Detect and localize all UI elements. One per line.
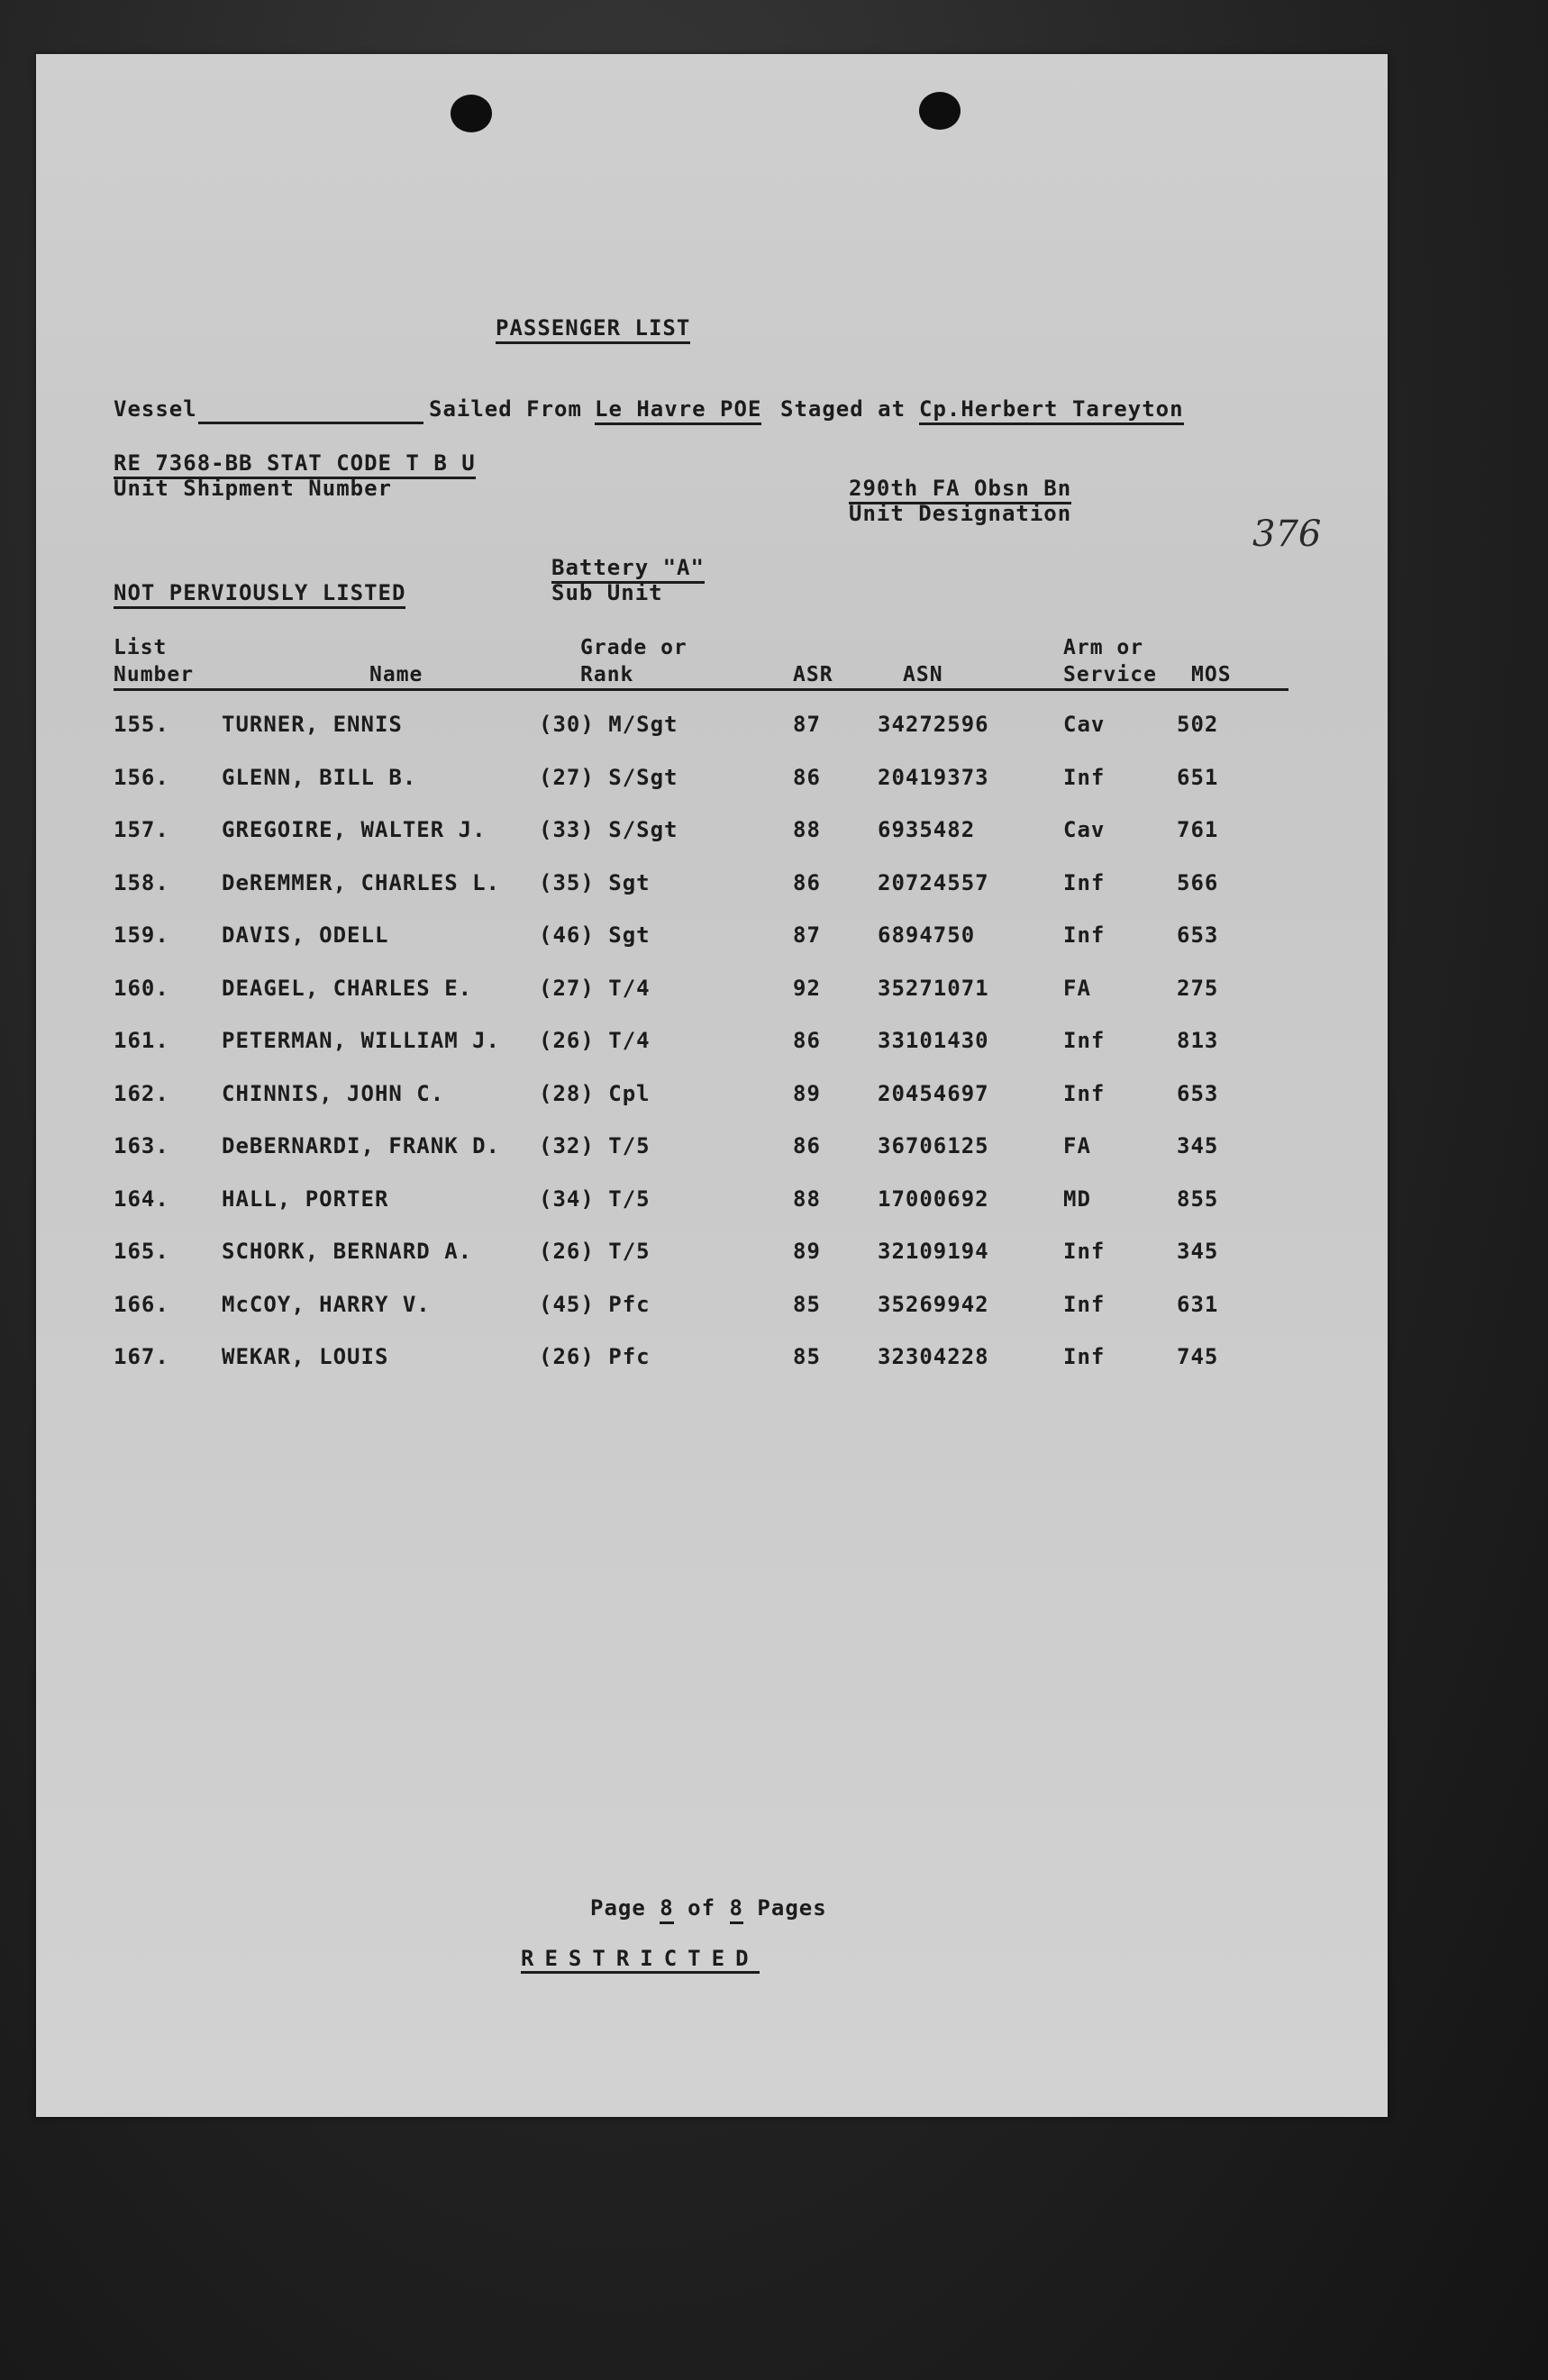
arm-cell: Inf: [1063, 764, 1106, 790]
vessel-label: Vessel: [114, 396, 197, 422]
arm-cell: Inf: [1063, 869, 1106, 895]
header-asn: ASN: [903, 663, 943, 686]
header-arm: Arm or Service: [1063, 636, 1157, 686]
asr-cell: 88: [793, 1185, 821, 1212]
asn-cell: 20454697: [878, 1080, 989, 1106]
name-cell: SCHORK, BERNARD A.: [222, 1239, 473, 1264]
table-row: [36, 1292, 1388, 1328]
table-row: [36, 976, 1388, 1012]
mos-cell: 345: [1177, 1239, 1219, 1264]
page-indicator: Page 8 of 8 Pages: [590, 1895, 827, 1921]
mos-cell: 566: [1177, 869, 1219, 895]
arm-cell: FA: [1063, 1133, 1091, 1158]
name-cell: TURNER, ENNIS: [222, 712, 403, 737]
grade-cell: (32) T/5: [539, 1133, 651, 1158]
grade-cell: (35) Sgt: [539, 869, 651, 895]
arm-cell: Inf: [1063, 1239, 1106, 1264]
mos-cell: 502: [1177, 712, 1219, 737]
asn-cell: 32304228: [878, 1344, 989, 1369]
header-rule: [114, 688, 1288, 691]
unit-shipment-label: Unit Shipment Number: [114, 476, 392, 501]
name-cell: DAVIS, ODELL: [222, 922, 389, 948]
asn-cell: 36706125: [878, 1133, 989, 1158]
asn-cell: 34272596: [878, 712, 989, 737]
sailed-from-label: Sailed From: [429, 396, 582, 422]
mos-cell: 651: [1177, 764, 1219, 790]
grade-cell: (27) S/Sgt: [539, 764, 678, 790]
header-mos: MOS: [1191, 663, 1232, 686]
list-number-cell: 155.: [114, 712, 169, 737]
restricted-letter: R: [616, 1946, 640, 1974]
section-label: NOT PERVIOUSLY LISTED: [114, 580, 405, 609]
restricted-letter: C: [664, 1946, 687, 1974]
restricted-letter: E: [544, 1946, 568, 1974]
asr-cell: 86: [793, 1028, 821, 1053]
table-row: [36, 1239, 1388, 1275]
arm-cell: Inf: [1063, 1291, 1106, 1317]
mos-cell: 813: [1177, 1028, 1219, 1053]
grade-cell: (33) S/Sgt: [539, 817, 678, 842]
restricted-letter: T: [592, 1946, 615, 1974]
asr-cell: 92: [793, 975, 821, 1001]
name-cell: GREGOIRE, WALTER J.: [222, 817, 487, 842]
header-asr: ASR: [793, 663, 833, 686]
list-number-cell: 161.: [114, 1028, 169, 1053]
restricted-letter: E: [712, 1946, 735, 1974]
table-row: [36, 1344, 1388, 1380]
document-title: PASSENGER LIST: [496, 315, 690, 344]
unit-designation-label: Unit Designation: [849, 501, 1072, 526]
asn-cell: 6935482: [878, 817, 976, 842]
grade-cell: (28) Cpl: [539, 1080, 651, 1106]
name-cell: GLENN, BILL B.: [222, 764, 417, 790]
asr-cell: 85: [793, 1291, 821, 1317]
asr-cell: 89: [793, 1080, 821, 1106]
arm-cell: FA: [1063, 975, 1091, 1001]
document-page: [36, 54, 1388, 2117]
mos-cell: 761: [1177, 817, 1219, 842]
restricted-stamp: [521, 1946, 760, 1971]
name-cell: DEAGEL, CHARLES E.: [222, 975, 473, 1001]
restricted-letter: R: [521, 1946, 544, 1974]
table-row: [36, 870, 1388, 906]
table-row: [36, 1186, 1388, 1222]
grade-cell: (26) Pfc: [539, 1344, 651, 1369]
table-row: [36, 1133, 1388, 1169]
restricted-letter: I: [640, 1946, 663, 1974]
table-row: [36, 765, 1388, 801]
name-cell: McCOY, HARRY V.: [222, 1291, 431, 1317]
staged-at-label: Staged at: [780, 396, 906, 422]
table-row: [36, 1028, 1388, 1064]
sailed-from-value: Le Havre POE: [595, 396, 761, 425]
asn-cell: 6894750: [878, 922, 976, 948]
table-row: [36, 1081, 1388, 1117]
name-cell: DeBERNARDI, FRANK D.: [222, 1133, 500, 1158]
handwritten-page-number: 376: [1252, 513, 1322, 555]
mos-cell: 631: [1177, 1291, 1219, 1317]
list-number-cell: 158.: [114, 869, 169, 895]
restricted-letter: D: [735, 1946, 759, 1974]
grade-cell: (45) Pfc: [539, 1291, 651, 1317]
grade-cell: (27) T/4: [539, 975, 651, 1001]
asn-cell: 33101430: [878, 1028, 989, 1053]
mos-cell: 653: [1177, 922, 1219, 948]
list-number-cell: 167.: [114, 1344, 169, 1369]
asr-cell: 87: [793, 922, 821, 948]
staged-at-value: Cp.Herbert Tareyton: [919, 396, 1184, 425]
restricted-letter: T: [687, 1946, 711, 1974]
list-number-cell: 159.: [114, 922, 169, 948]
mos-cell: 653: [1177, 1080, 1219, 1106]
list-number-cell: 163.: [114, 1133, 169, 1158]
list-number-cell: 164.: [114, 1185, 169, 1212]
grade-cell: (30) M/Sgt: [539, 712, 678, 737]
asr-cell: 87: [793, 712, 821, 737]
mos-cell: 345: [1177, 1133, 1219, 1158]
asr-cell: 86: [793, 764, 821, 790]
grade-cell: (34) T/5: [539, 1185, 651, 1212]
name-cell: WEKAR, LOUIS: [222, 1344, 389, 1369]
arm-cell: Inf: [1063, 1028, 1106, 1053]
name-cell: DeREMMER, CHARLES L.: [222, 869, 500, 895]
list-number-cell: 157.: [114, 817, 169, 842]
asn-cell: 17000692: [878, 1185, 989, 1212]
arm-cell: MD: [1063, 1185, 1091, 1212]
asn-cell: 35269942: [878, 1291, 989, 1317]
arm-cell: Cav: [1063, 817, 1106, 842]
restricted-letter: S: [569, 1946, 592, 1974]
sub-unit-label: Sub Unit: [551, 580, 663, 605]
asn-cell: 32109194: [878, 1239, 989, 1264]
arm-cell: Inf: [1063, 1080, 1106, 1106]
punch-hole: [451, 95, 492, 132]
sub-unit-value: Battery "A": [551, 555, 705, 584]
asr-cell: 86: [793, 1133, 821, 1158]
grade-cell: (26) T/4: [539, 1028, 651, 1053]
asr-cell: 89: [793, 1239, 821, 1264]
table-row: [36, 817, 1388, 853]
asn-cell: 20419373: [878, 764, 989, 790]
vessel-blank: [198, 422, 423, 424]
asn-cell: 35271071: [878, 975, 989, 1001]
unit-shipment-number: RE 7368-BB STAT CODE T B U: [114, 450, 476, 479]
name-cell: HALL, PORTER: [222, 1185, 389, 1212]
mos-cell: 275: [1177, 975, 1219, 1001]
asn-cell: 20724557: [878, 869, 989, 895]
table-row: [36, 712, 1388, 748]
header-name: Name: [369, 663, 423, 686]
arm-cell: Inf: [1063, 922, 1106, 948]
list-number-cell: 156.: [114, 764, 169, 790]
mos-cell: 745: [1177, 1344, 1219, 1369]
asr-cell: 85: [793, 1344, 821, 1369]
grade-cell: (46) Sgt: [539, 922, 651, 948]
header-grade: Grade or Rank: [580, 636, 687, 686]
mos-cell: 855: [1177, 1185, 1219, 1212]
header-list-number: List Number: [114, 636, 195, 686]
grade-cell: (26) T/5: [539, 1239, 651, 1264]
table-row: [36, 922, 1388, 958]
name-cell: CHINNIS, JOHN C.: [222, 1080, 445, 1106]
name-cell: PETERMAN, WILLIAM J.: [222, 1028, 500, 1053]
unit-designation-value: 290th FA Obsn Bn: [849, 476, 1071, 504]
asr-cell: 86: [793, 869, 821, 895]
asr-cell: 88: [793, 817, 821, 842]
list-number-cell: 160.: [114, 975, 169, 1001]
list-number-cell: 166.: [114, 1291, 169, 1317]
arm-cell: Cav: [1063, 712, 1106, 737]
arm-cell: Inf: [1063, 1344, 1106, 1369]
punch-hole: [919, 92, 961, 130]
list-number-cell: 165.: [114, 1239, 169, 1264]
list-number-cell: 162.: [114, 1080, 169, 1106]
